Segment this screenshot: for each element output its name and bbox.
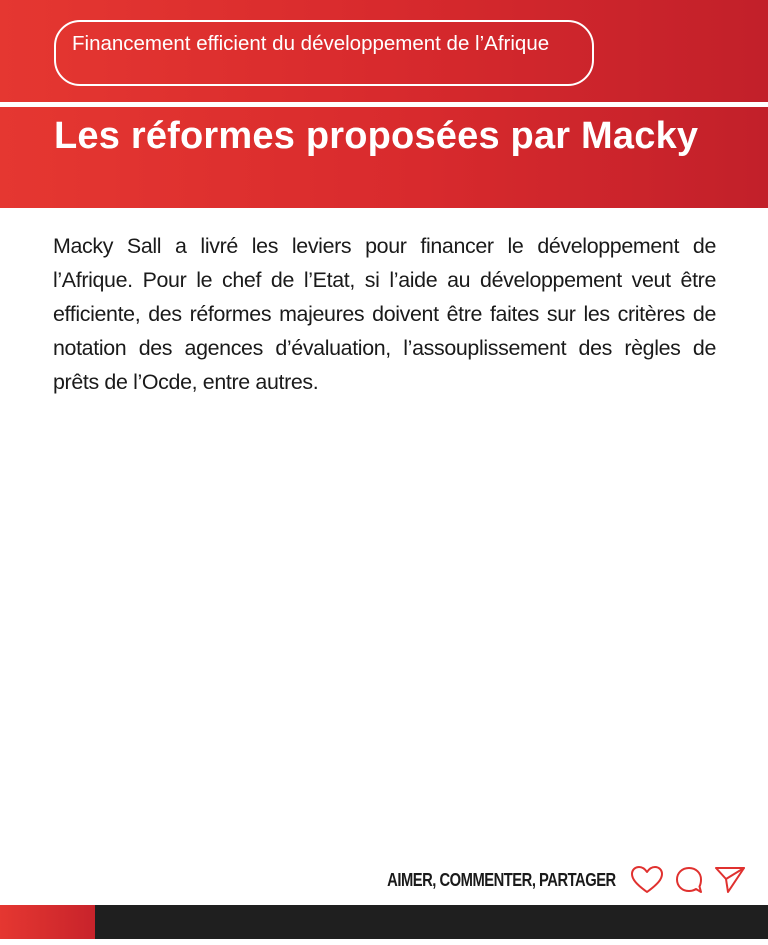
heart-icon[interactable] xyxy=(630,865,664,895)
footer-accent-bar xyxy=(0,905,95,939)
footer-dark-bar xyxy=(95,905,768,939)
top-banner xyxy=(0,0,768,102)
comment-icon[interactable] xyxy=(674,865,704,895)
cta-label: AIMER, COMMENTER, PARTAGER xyxy=(387,869,616,890)
article-body: Macky Sall a livré les leviers pour financer le développement de l’Afrique. Pour le chef de l’Etat, si l’aide au développement veut être efficiente, des réformes majeures doivent être faites sur les critères de notation des agences d’évaluation, l’assouplissement des règles de prêts de l’Ocde, entre autres. xyxy=(53,234,716,394)
engagement-bar xyxy=(337,860,746,900)
send-icon[interactable] xyxy=(714,865,746,895)
topic-tag: Financement efficient du développement de l’Afrique xyxy=(54,20,594,86)
headline: Les réformes proposées par Macky xyxy=(54,115,699,157)
